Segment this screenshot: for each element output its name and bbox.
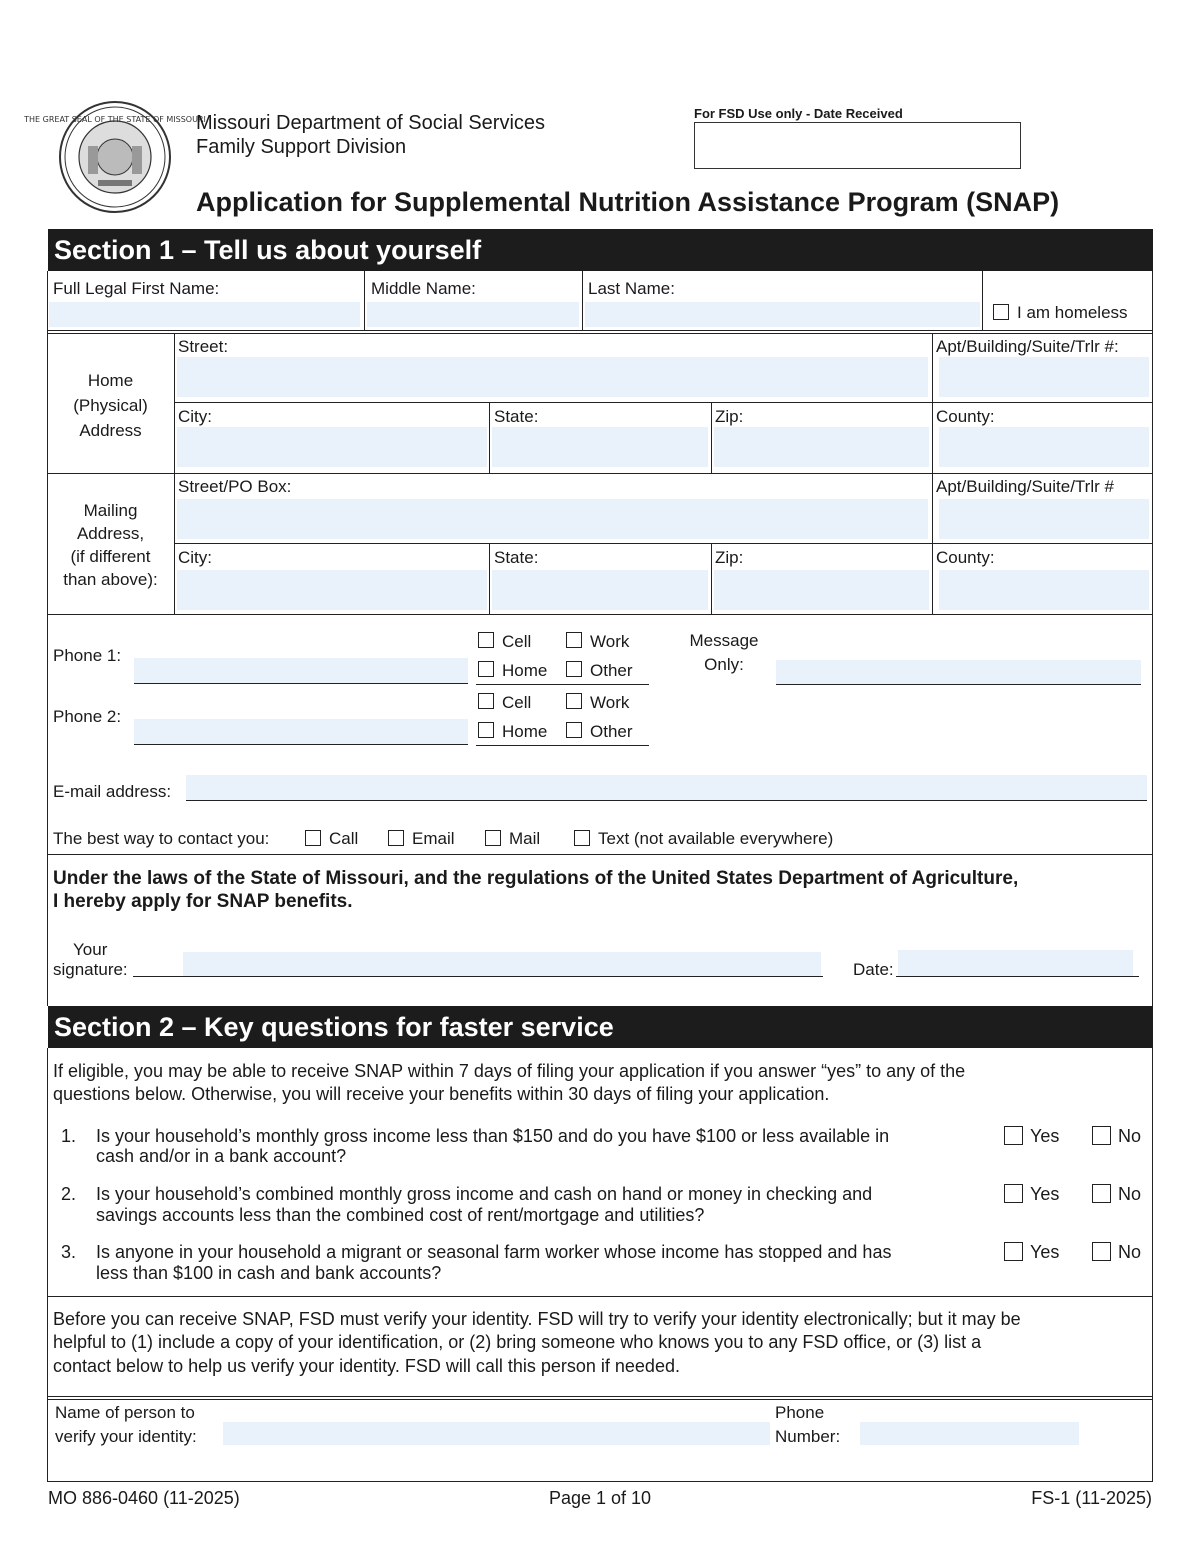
question3-line1: Is anyone in your household a migrant or seasonal farm worker whose income has stopped and has (96, 1242, 892, 1262)
phone1-label: Phone 1: (53, 646, 122, 665)
phone2-other-checkbox[interactable] (566, 722, 582, 738)
state-label: State: (494, 407, 539, 426)
message-only-label: Message Only: (689, 631, 759, 675)
last-name-input[interactable] (585, 302, 980, 327)
phone2-label: Phone 2: (53, 707, 122, 726)
question2-yes-checkbox[interactable] (1004, 1184, 1023, 1203)
phone2-home-label: Home (502, 722, 548, 741)
verify-person-label-2: verify your identity: (55, 1427, 197, 1446)
contact-mail-label: Mail (509, 829, 541, 848)
contact-call-checkbox[interactable] (305, 830, 321, 846)
contact-text-checkbox[interactable] (574, 830, 590, 846)
date-label: Date: (853, 960, 894, 979)
phone2-cell-label: Cell (502, 693, 532, 712)
street-po-label: Street/PO Box: (178, 477, 292, 496)
seal-text: THE GREAT SEAL OF THE STATE OF MISSOURI (24, 115, 206, 124)
phone2-work-label: Work (590, 693, 630, 712)
question2-yes-label: Yes (1030, 1184, 1060, 1204)
question2-no-checkbox[interactable] (1092, 1184, 1111, 1203)
phone1-home-checkbox[interactable] (478, 661, 494, 677)
contact-text-label: Text (not available everywhere) (598, 829, 834, 848)
division-name: Family Support Division (196, 136, 407, 158)
question3-number: 3. (61, 1242, 77, 1262)
page-title: Application for Supplemental Nutrition Assistance Program (SNAP) (196, 187, 1060, 217)
contact-email-checkbox[interactable] (388, 830, 404, 846)
phone1-other-checkbox[interactable] (566, 661, 582, 677)
county-label: County: (936, 407, 995, 426)
mailing-county-label: County: (936, 548, 995, 567)
city-label: City: (178, 407, 212, 426)
phone1-home-label: Home (502, 661, 548, 680)
mailing-apt-label: Apt/Building/Suite/Trlr # (936, 477, 1114, 496)
phone1-work-label: Work (590, 632, 630, 651)
phone1-other-label: Other (590, 661, 633, 680)
fsd-use-label: For FSD Use only - Date Received (694, 106, 903, 121)
question1-yes-label: Yes (1030, 1126, 1060, 1146)
section1-header: Section 1 – Tell us about yourself (48, 229, 1153, 271)
zip-input[interactable] (714, 427, 929, 467)
question3-no-label: No (1118, 1242, 1142, 1262)
first-name-input[interactable] (49, 302, 360, 327)
phone2-other-label: Other (590, 722, 633, 741)
question1-line1: Is your household’s monthly gross income less than $150 and do you have $100 or less available in (96, 1126, 890, 1146)
question2-line2: savings accounts less than the combined cost of rent/mortgage and utilities? (96, 1205, 705, 1225)
verify-person-label-1: Name of person to (55, 1403, 195, 1422)
best-way-label: The best way to contact you: (53, 829, 270, 848)
question1-no-checkbox[interactable] (1092, 1126, 1111, 1145)
question3-line2: less than $100 in cash and bank accounts? (96, 1263, 442, 1283)
question1-number: 1. (61, 1126, 77, 1146)
mailing-street-input[interactable] (177, 499, 928, 539)
contact-call-label: Call (329, 829, 359, 848)
question3-yes-checkbox[interactable] (1004, 1242, 1023, 1261)
mailing-city-label: City: (178, 548, 212, 567)
mailing-zip-input[interactable] (714, 570, 929, 610)
phone1-cell-label: Cell (502, 632, 532, 651)
footer-page-number: Page 1 of 10 (548, 1488, 652, 1508)
question1-yes-checkbox[interactable] (1004, 1126, 1023, 1145)
county-input[interactable] (939, 427, 1149, 467)
phone2-work-checkbox[interactable] (566, 693, 582, 709)
middle-name-input[interactable] (367, 302, 579, 327)
email-input[interactable] (186, 775, 1147, 800)
street-input[interactable] (177, 357, 928, 397)
laws-statement-line2: I hereby apply for SNAP benefits. (53, 891, 353, 912)
signature-label: signature: (53, 960, 128, 979)
home-address-label: Home (Physical) Address (73, 371, 148, 441)
mailing-apt-input[interactable] (939, 499, 1149, 539)
department-name: Missouri Department of Social Services (196, 112, 546, 134)
footer-form-id: MO 886-0460 (11-2025) (48, 1488, 240, 1508)
your-label: Your (73, 940, 108, 959)
signature-input[interactable] (183, 952, 821, 976)
section2-intro-line2: questions below. Otherwise, you will receive your benefits within 30 days of filing your application. (53, 1084, 830, 1104)
homeless-label: I am homeless (1017, 303, 1128, 322)
mailing-state-input[interactable] (492, 570, 708, 610)
mailing-city-input[interactable] (177, 570, 487, 610)
street-label: Street: (178, 337, 229, 356)
verify-text-line1: Before you can receive SNAP, FSD must verify your identity. FSD will try to verify your identity electronically; but it may be (53, 1309, 1021, 1329)
mailing-address-label: Mailing Address, (if different than above): (63, 501, 158, 590)
first-name-label: Full Legal First Name: (53, 279, 220, 298)
mailing-county-input[interactable] (939, 570, 1149, 610)
verify-phone-label-1: Phone (775, 1403, 825, 1422)
question2-no-label: No (1118, 1184, 1142, 1204)
apt-label: Apt/Building/Suite/Trlr #: (936, 337, 1119, 356)
apt-input[interactable] (939, 357, 1149, 397)
state-input[interactable] (492, 427, 708, 467)
verify-phone-label-2: Number: (775, 1427, 841, 1446)
question3-no-checkbox[interactable] (1092, 1242, 1111, 1261)
footer-fs-id: FS-1 (11-2025) (1031, 1488, 1152, 1508)
phone2-cell-checkbox[interactable] (478, 693, 494, 709)
message-only-input[interactable] (776, 660, 1141, 684)
question2-line1: Is your household’s combined monthly gross income and cash on hand or money in checking and (96, 1184, 873, 1204)
contact-email-label: Email (412, 829, 455, 848)
phone1-cell-checkbox[interactable] (478, 632, 494, 648)
question3-yes-label: Yes (1030, 1242, 1060, 1262)
phone1-work-checkbox[interactable] (566, 632, 582, 648)
mailing-state-label: State: (494, 548, 539, 567)
homeless-checkbox[interactable] (993, 304, 1009, 320)
email-label: E-mail address: (53, 782, 172, 801)
middle-name-label: Middle Name: (371, 279, 476, 298)
laws-statement-line1: Under the laws of the State of Missouri, and the regulations of the United States Department of Agriculture, (53, 868, 1019, 889)
verify-phone-input[interactable] (860, 1422, 1079, 1445)
verify-person-input[interactable] (223, 1422, 770, 1445)
mailing-zip-label: Zip: (715, 548, 744, 567)
question1-no-label: No (1118, 1126, 1142, 1146)
phone1-input[interactable] (134, 658, 468, 683)
question1-line2: cash and/or in a bank account? (96, 1146, 347, 1166)
contact-mail-checkbox[interactable] (485, 830, 501, 846)
state-seal (24, 100, 206, 214)
section2-header: Section 2 – Key questions for faster service (48, 1006, 1153, 1048)
date-received-box[interactable] (694, 122, 1021, 169)
section2-intro-line1: If eligible, you may be able to receive SNAP within 7 days of filing your application if you answer “yes” to any of the (53, 1061, 966, 1081)
phone2-home-checkbox[interactable] (478, 722, 494, 738)
last-name-label: Last Name: (588, 279, 675, 298)
question2-number: 2. (61, 1184, 77, 1204)
date-input[interactable] (898, 950, 1133, 976)
city-input[interactable] (177, 427, 487, 467)
zip-label: Zip: (715, 407, 744, 426)
verify-text-line2: helpful to (1) include a copy of your identification, or (2) bring someone who knows you to any FSD office, or (3) list a (53, 1332, 982, 1352)
phone2-input[interactable] (134, 719, 468, 744)
verify-text-line3: contact below to help us verify your identity. FSD will call this person if needed. (53, 1356, 680, 1376)
